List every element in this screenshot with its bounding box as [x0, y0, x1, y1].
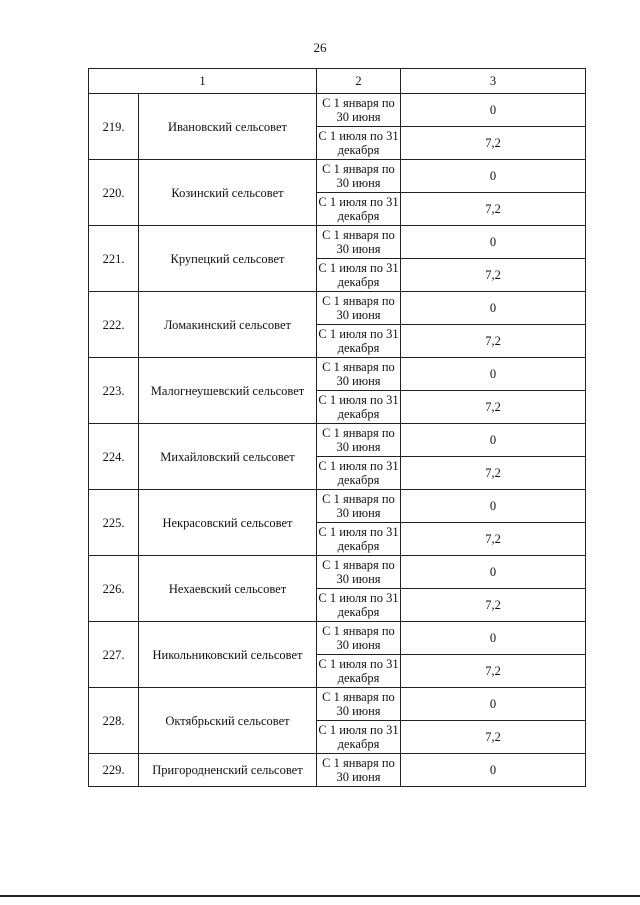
table-row	[89, 556, 586, 589]
rate-value: 0	[401, 490, 586, 523]
council-name: Октябрьский сельсовет	[139, 688, 317, 754]
period-label: С 1 января по 30 июня	[317, 226, 401, 259]
period-label: С 1 января по 30 июня	[317, 622, 401, 655]
rate-value: 0	[401, 160, 586, 193]
council-name: Козинский сельсовет	[139, 160, 317, 226]
row-number: 228.	[89, 688, 139, 754]
rate-value: 0	[401, 754, 586, 787]
council-name: Никольниковский сельсовет	[139, 622, 317, 688]
table-row	[89, 622, 586, 655]
row-number: 229.	[89, 754, 139, 787]
council-name: Малогнеушевский сельсовет	[139, 358, 317, 424]
period-label: С 1 июля по 31 декабря	[317, 523, 401, 556]
rate-value: 7,2	[401, 523, 586, 556]
rate-value: 0	[401, 622, 586, 655]
header-col-2: 2	[317, 69, 401, 94]
table-row	[89, 226, 586, 259]
rate-value: 0	[401, 226, 586, 259]
row-number: 220.	[89, 160, 139, 226]
period-label: С 1 июля по 31 декабря	[317, 193, 401, 226]
council-name: Пригородненский сельсовет	[139, 754, 317, 787]
page-number: 26	[313, 40, 327, 55]
rate-value: 7,2	[401, 259, 586, 292]
table-row	[89, 292, 586, 325]
period-label: С 1 июля по 31 декабря	[317, 325, 401, 358]
rate-value: 7,2	[401, 721, 586, 754]
row-number: 226.	[89, 556, 139, 622]
period-label: С 1 января по 30 июня	[317, 754, 401, 787]
header-col-1: 1	[89, 69, 317, 94]
period-label: С 1 июля по 31 декабря	[317, 391, 401, 424]
period-label: С 1 июля по 31 декабря	[317, 127, 401, 160]
table-row	[89, 688, 586, 721]
row-number: 221.	[89, 226, 139, 292]
period-label: С 1 июля по 31 декабря	[317, 655, 401, 688]
table-row	[89, 424, 586, 457]
table-row	[89, 358, 586, 391]
period-label: С 1 января по 30 июня	[317, 688, 401, 721]
period-label: С 1 июля по 31 декабря	[317, 721, 401, 754]
council-name: Ивановский сельсовет	[139, 94, 317, 160]
table-header	[89, 69, 586, 94]
council-name: Нехаевский сельсовет	[139, 556, 317, 622]
row-number: 224.	[89, 424, 139, 490]
header-col-3: 3	[401, 69, 586, 94]
period-label: С 1 июля по 31 декабря	[317, 589, 401, 622]
council-name: Крупецкий сельсовет	[139, 226, 317, 292]
period-label: С 1 января по 30 июня	[317, 424, 401, 457]
header-row	[89, 69, 586, 94]
row-number: 223.	[89, 358, 139, 424]
table-body	[89, 94, 586, 787]
rate-value: 7,2	[401, 325, 586, 358]
rate-value: 7,2	[401, 127, 586, 160]
council-name: Некрасовский сельсовет	[139, 490, 317, 556]
table-row	[89, 754, 586, 787]
row-number: 222.	[89, 292, 139, 358]
period-label: С 1 января по 30 июня	[317, 556, 401, 589]
council-name: Ломакинский сельсовет	[139, 292, 317, 358]
bottom-rule	[0, 895, 640, 897]
rate-value: 0	[401, 94, 586, 127]
period-label: С 1 января по 30 июня	[317, 160, 401, 193]
rate-value: 7,2	[401, 193, 586, 226]
rate-value: 0	[401, 556, 586, 589]
period-label: С 1 января по 30 июня	[317, 94, 401, 127]
table-row	[89, 94, 586, 127]
table-row	[89, 160, 586, 193]
period-label: С 1 января по 30 июня	[317, 292, 401, 325]
period-label: С 1 января по 30 июня	[317, 358, 401, 391]
rate-value: 0	[401, 424, 586, 457]
row-number: 219.	[89, 94, 139, 160]
rate-value: 7,2	[401, 391, 586, 424]
council-name: Михайловский сельсовет	[139, 424, 317, 490]
table-row	[89, 490, 586, 523]
rate-value: 7,2	[401, 589, 586, 622]
rate-value: 7,2	[401, 655, 586, 688]
data-table	[88, 68, 586, 787]
period-label: С 1 июля по 31 декабря	[317, 457, 401, 490]
row-number: 227.	[89, 622, 139, 688]
period-label: С 1 июля по 31 декабря	[317, 259, 401, 292]
rate-value: 0	[401, 292, 586, 325]
rate-value: 7,2	[401, 457, 586, 490]
period-label: С 1 января по 30 июня	[317, 490, 401, 523]
rate-value: 0	[401, 688, 586, 721]
rate-value: 0	[401, 358, 586, 391]
row-number: 225.	[89, 490, 139, 556]
